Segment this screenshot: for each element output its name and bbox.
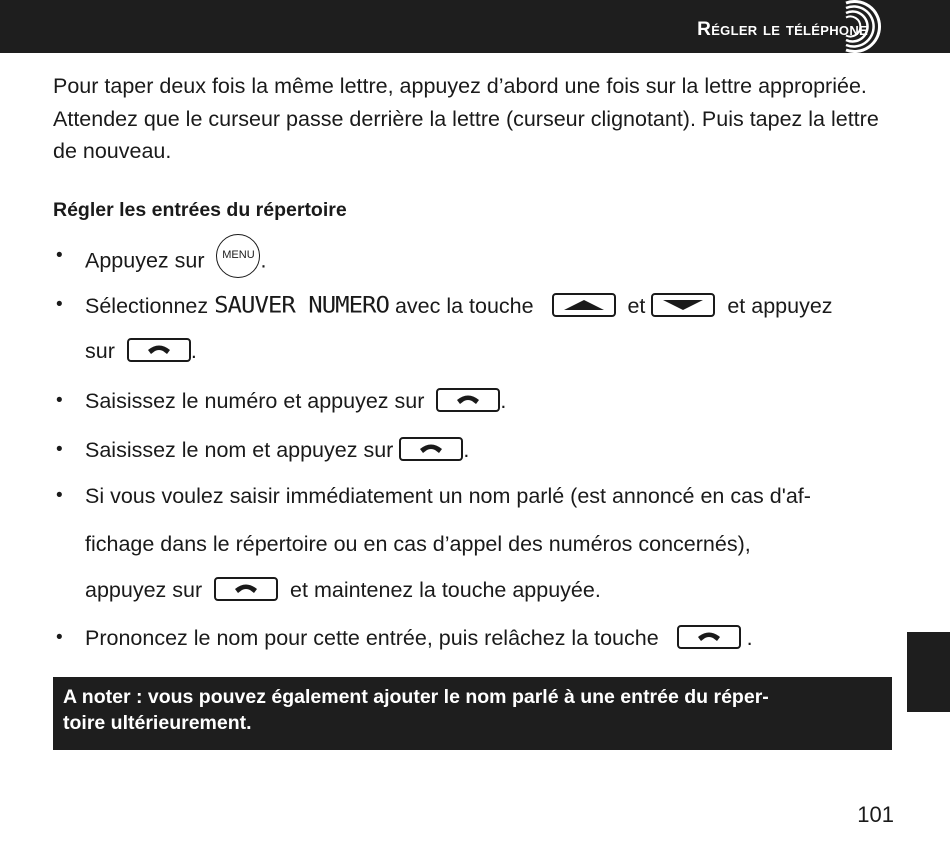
- note-box: [53, 677, 892, 750]
- page-number: 101: [857, 802, 894, 827]
- chapter-thumb-tab: [907, 632, 950, 712]
- bullet-dot: •: [56, 627, 63, 648]
- display-text: SAUVER NUMERO: [214, 292, 389, 318]
- bullet-text: et: [627, 294, 646, 318]
- bullet-text: fichage dans le répertoire ou en cas d’appel des numéros concernés),: [85, 532, 751, 556]
- note-line-1: A noter : vous pouvez également ajouter le nom parlé à une entrée du réper-: [63, 686, 769, 708]
- bullet-text: Saisissez le numéro et appuyez sur: [85, 389, 425, 413]
- concentric-arcs-icon: [844, 0, 898, 53]
- section-heading: Régler les entrées du répertoire: [53, 199, 347, 221]
- intro-paragraph: Pour taper deux fois la même lettre, appuyez d’abord une fois sur la lettre appropriée. Attendez que le curseur passe derrière la lettre (curseur clignotant). Puis tapez la lettre de nouveau.: [53, 74, 879, 163]
- bullet-text: Saisissez le nom et appuyez sur: [85, 438, 394, 462]
- bullet-dot: •: [56, 245, 63, 266]
- bullet-text: Prononcez le nom pour cette entrée, puis relâchez la touche: [85, 626, 659, 650]
- bullet-end: .: [746, 626, 753, 650]
- bullet-dot: •: [56, 294, 63, 315]
- phone-call-key-icon: [677, 625, 741, 649]
- bullet-text: et appuyez: [727, 294, 833, 318]
- bullet-dot: •: [56, 439, 63, 460]
- bullet-dot: •: [56, 485, 63, 506]
- note-line-2: toire ultérieurement.: [63, 712, 252, 734]
- bullet-end: .: [500, 389, 507, 413]
- bullet-text: Si vous voulez saisir immédiatement un nom parlé (est annoncé en cas d'af-: [85, 484, 811, 508]
- bullet-end: .: [190, 339, 197, 363]
- bullet-text: Appuyez sur: [85, 248, 205, 273]
- arrow-up-key-icon: [552, 293, 616, 317]
- phone-call-key-icon: [127, 338, 191, 362]
- bullet-dot: •: [56, 390, 63, 411]
- arrow-down-key-icon: [651, 293, 715, 317]
- phone-call-key-icon: [214, 577, 278, 601]
- chapter-title: Régler le téléphone: [697, 19, 868, 40]
- bullet-text: et maintenez la touche appuyée.: [290, 578, 601, 602]
- phone-call-key-icon: [436, 388, 500, 412]
- bullet-text: sur: [85, 339, 115, 363]
- bullet-text: Sélectionnez: [85, 294, 209, 318]
- menu-key-icon: [216, 234, 260, 278]
- bullet-text: appuyez sur: [85, 578, 203, 602]
- menu-key-label: MENU: [222, 249, 255, 261]
- bullet-text: avec la touche: [394, 294, 534, 318]
- bullet-end: .: [463, 438, 470, 462]
- header-bar: [0, 0, 950, 53]
- bullet-end: .: [260, 248, 267, 273]
- phone-call-key-icon: [399, 437, 463, 461]
